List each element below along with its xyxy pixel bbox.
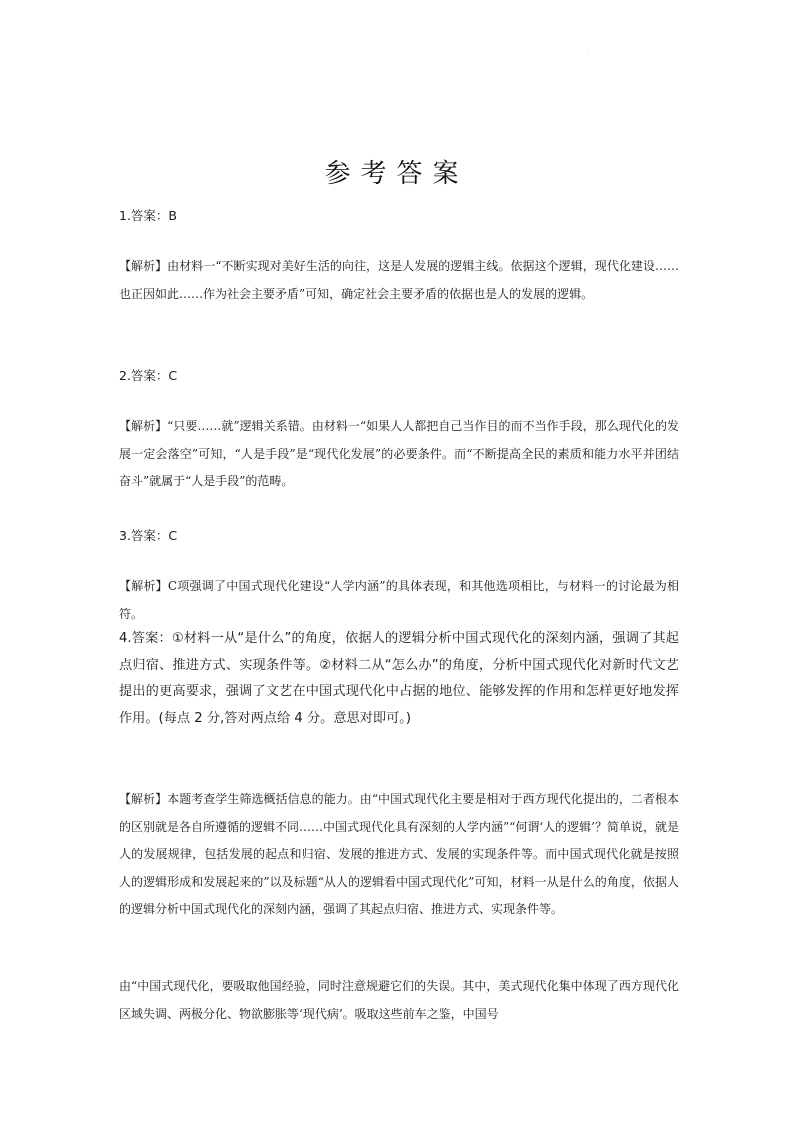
analysis-1: 【解析】由材料一“不断实现对美好生活的向往，这是人发展的逻辑主线。依据这个逻辑，现代化建设……也正因如此……作为社会主要矛盾”可知，确定社会主要矛盾的依据也是人的发展的逻辑。	[119, 259, 679, 301]
analysis-4: 【解析】本题考查学生筛选概括信息的能力。由“中国式现代化主要是相对于西方现代化提出的，二者根本的区别就是各自所遵循的逻辑不同……中国式现代化具有深刻的人学内涵”“何谓‘人的逻辑’？简单说，就是人的发展规律，包括发展的起点和归宿、发展的推进方式、发展的实现条件等。而中国式现代化就是按照人的逻辑形成和发展起来的”以及标题“从人的逻辑看中国式现代化”可知，材料一从是什么的角度，依据人的逻辑分析中国式现代化的深刻内涵，强调了其起点归宿、推进方式、实现条件等。	[119, 792, 679, 916]
analysis-2: 【解析】“只要……就”逻辑关系错。由材料一“如果人人都把自己当作目的而不当作手段，那么现代化的发展一定会落空”可知，“人是手段”是“现代化发展”的必要条件。而“不断提高全民的素质和能力水平并团结奋斗”就属于“人是手段”的范畴。	[119, 419, 679, 488]
analysis-3: 【解析】C项强调了中国式现代化建设“人学内涵”的具体表现，和其他选项相比，与材料一的讨论最为相符。	[119, 579, 679, 621]
answer-4: 4.答案：①材料一从“是什么”的角度，依据人的逻辑分析中国式现代化的深刻内涵，强调了其起点归宿、推进方式、实现条件等。②材料二从“怎么办”的角度，分析中国式现代化对新时代文艺提出的更高要求，强调了文艺在中国式现代化中占据的地位、能够发挥的作用和怎样更好地发挥作用。(每点 2 分,答对两点给 4 分。意思对即可。)	[119, 631, 679, 726]
page-title: 参考答案	[324, 159, 469, 189]
answer-1: 1.答案：B	[119, 208, 178, 223]
corner-mark: ·	[587, 50, 589, 57]
analysis-4-continued: 由“中国式现代化，要吸取他国经验，同时注意规避它们的失误。其中，美式现代化集中体现了西方现代化区域失调、两极分化、物欲膨胀等‘现代病’。吸取这些前车之鉴，中国号	[119, 979, 679, 1021]
answer-2: 2.答案：C	[119, 368, 178, 383]
answer-3: 3.答案：C	[119, 528, 178, 543]
